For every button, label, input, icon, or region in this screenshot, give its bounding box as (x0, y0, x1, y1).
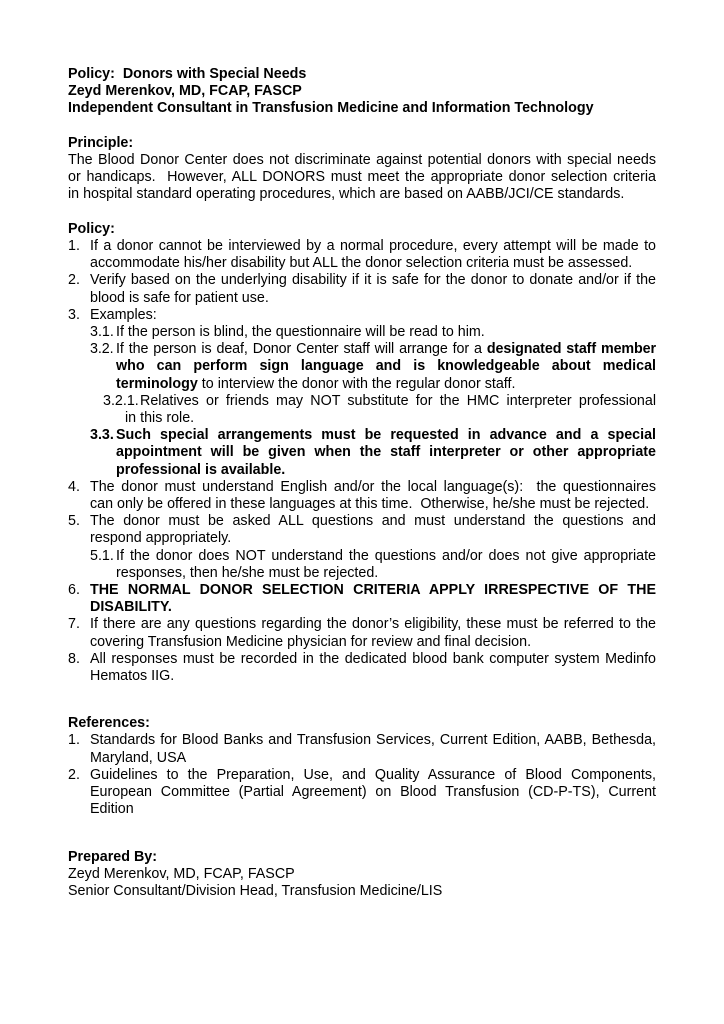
item-number: 4. (68, 478, 80, 495)
item-number: 5. (68, 513, 80, 530)
item-text-line (68, 479, 656, 496)
references-heading: References: (68, 715, 150, 732)
item-text-line (90, 324, 656, 341)
item-text-line (68, 732, 656, 749)
references-section (68, 715, 656, 818)
item-text-line: Hematos IIG. (90, 668, 175, 685)
item-number: 1. (68, 732, 80, 749)
item-text: Relatives or friends may NOT substitute for the HMC interpreter professional (140, 392, 656, 409)
item-number: 3.2. (90, 341, 114, 358)
item-text-line: professional is available. (116, 461, 286, 478)
item-text-line (68, 767, 656, 784)
item-text-line (90, 376, 656, 393)
policy-item-4 (68, 479, 656, 513)
prepared-by-section (68, 849, 656, 901)
reference-item-1 (68, 732, 656, 766)
item-text-line (103, 393, 656, 410)
policy-item-3 (68, 307, 656, 324)
principle-text-line: The Blood Donor Center does not discriminate against potential donors with special needs (68, 152, 656, 168)
policy-item-1 (68, 238, 656, 272)
item-text-line (68, 238, 656, 255)
item-text-line (68, 307, 656, 324)
item-text-line: responses, then he/she must be rejected. (116, 564, 379, 581)
principle-text-line: in hospital standard operating procedures, which are based on AABB/JCI/CE standards. (68, 186, 625, 203)
prepared-by-role: Senior Consultant/Division Head, Transfusion Medicine/LIS (68, 882, 443, 899)
principle-heading: Principle: (68, 134, 134, 151)
item-text: If there are any questions regarding the donor’s eligibility, these must be referred to the (90, 616, 656, 633)
item-text-line: respond appropriately. (90, 530, 232, 547)
item-number: 3. (68, 306, 80, 323)
policy-item-2 (68, 272, 656, 306)
policy-item-3-2 (68, 341, 656, 393)
policy-section (68, 221, 656, 685)
item-text-line (68, 651, 656, 668)
document-title (68, 66, 656, 118)
item-text-line: blood is safe for patient use. (90, 289, 269, 306)
item-text: If the donor does NOT understand the questions and/or does not give appropriate (116, 547, 656, 564)
item-text-line: DISABILITY. (90, 599, 172, 616)
item-text: Guidelines to the Preparation, Use, and Quality Assurance of Blood Components, (90, 766, 656, 783)
item-text-line: accommodate his/her disability but ALL the donor selection criteria must be assessed. (90, 255, 633, 272)
policy-item-3-2-1 (68, 393, 656, 427)
document-content (68, 66, 656, 900)
reference-item-2 (68, 767, 656, 819)
item-text: Standards for Blood Banks and Transfusion Services, Current Edition, AABB, Bethesda, (90, 732, 656, 749)
item-text: If a donor cannot be interviewed by a normal procedure, every attempt will be made to (90, 238, 656, 254)
item-text-line: appointment will be given when the staff interpreter or other appropriate (116, 444, 656, 461)
item-text: Examples: (90, 306, 157, 323)
item-text-line (90, 548, 656, 565)
item-text-bold: designated staff member (486, 341, 656, 358)
principle-section (68, 135, 656, 204)
item-number: 1. (68, 238, 80, 254)
item-text-line: in this role. (125, 410, 195, 427)
item-text-line: Edition (90, 801, 134, 818)
item-text-bold: THE NORMAL DONOR SELECTION CRITERIA APPLY IRRESPECTIVE OF THE (90, 582, 656, 599)
item-text-line: European Committee (Partial Agreement) on Blood Transfusion (CD-P-TS), Current (90, 784, 656, 801)
item-text: The donor must understand English and/or the local language(s): the questionnaires (90, 478, 656, 495)
item-number: 3.3. (90, 427, 114, 444)
item-number: 3.2.1. (103, 392, 139, 409)
item-text: to interview the donor with the regular donor staff. (197, 375, 516, 392)
item-text-line: can only be offered in these languages at this time. Otherwise, he/she must be rejected. (90, 496, 650, 513)
policy-item-5 (68, 513, 656, 547)
item-text: If the person is deaf, Donor Center staff will arrange for a (116, 341, 487, 358)
item-text: All responses must be recorded in the dedicated blood bank computer system Medinfo (90, 650, 656, 667)
item-text-line: Maryland, USA (90, 749, 187, 766)
prepared-by-name: Zeyd Merenkov, MD, FCAP, FASCP (68, 865, 295, 882)
item-text: Verify based on the underlying disability if it is safe for the donor to donate and/or if the (90, 272, 656, 289)
item-text-line (68, 582, 656, 599)
prepared-by-heading: Prepared By: (68, 848, 157, 865)
item-text: If the person is blind, the questionnaire will be read to him. (116, 324, 485, 341)
item-text-line (68, 272, 656, 289)
item-number: 7. (68, 616, 80, 633)
item-text-line (68, 616, 656, 633)
item-number: 8. (68, 650, 80, 667)
item-number: 2. (68, 766, 80, 783)
policy-item-5-1 (68, 548, 656, 582)
item-text-bold: terminology (116, 375, 198, 392)
item-text-line: covering Transfusion Medicine physician for review and final decision. (90, 633, 532, 650)
title-line-author: Zeyd Merenkov, MD, FCAP, FASCP (68, 83, 302, 100)
policy-item-7 (68, 616, 656, 650)
item-number: 3.1. (90, 324, 114, 341)
item-number: 5.1. (90, 547, 114, 564)
policy-item-3-3 (68, 427, 656, 479)
policy-item-8 (68, 651, 656, 685)
item-text-line: who can perform sign language and is knowledgeable about medical (116, 358, 656, 375)
item-number: 6. (68, 582, 80, 599)
item-text-line (68, 513, 656, 530)
title-line-policy: Policy: Donors with Special Needs (68, 66, 307, 82)
item-text-line (90, 427, 656, 444)
policy-item-3-1 (68, 324, 656, 341)
policy-heading: Policy: (68, 220, 115, 237)
item-text: The donor must be asked ALL questions and must understand the questions and (90, 513, 656, 530)
item-text: Such special arrangements must be requested in advance and a special (116, 427, 656, 444)
policy-item-6 (68, 582, 656, 616)
item-text-line (90, 341, 656, 358)
item-number: 2. (68, 272, 80, 289)
principle-text-line: or handicaps. However, ALL DONORS must meet the appropriate donor selection criteria (68, 169, 656, 186)
title-line-role: Independent Consultant in Transfusion Medicine and Information Technology (68, 100, 594, 117)
